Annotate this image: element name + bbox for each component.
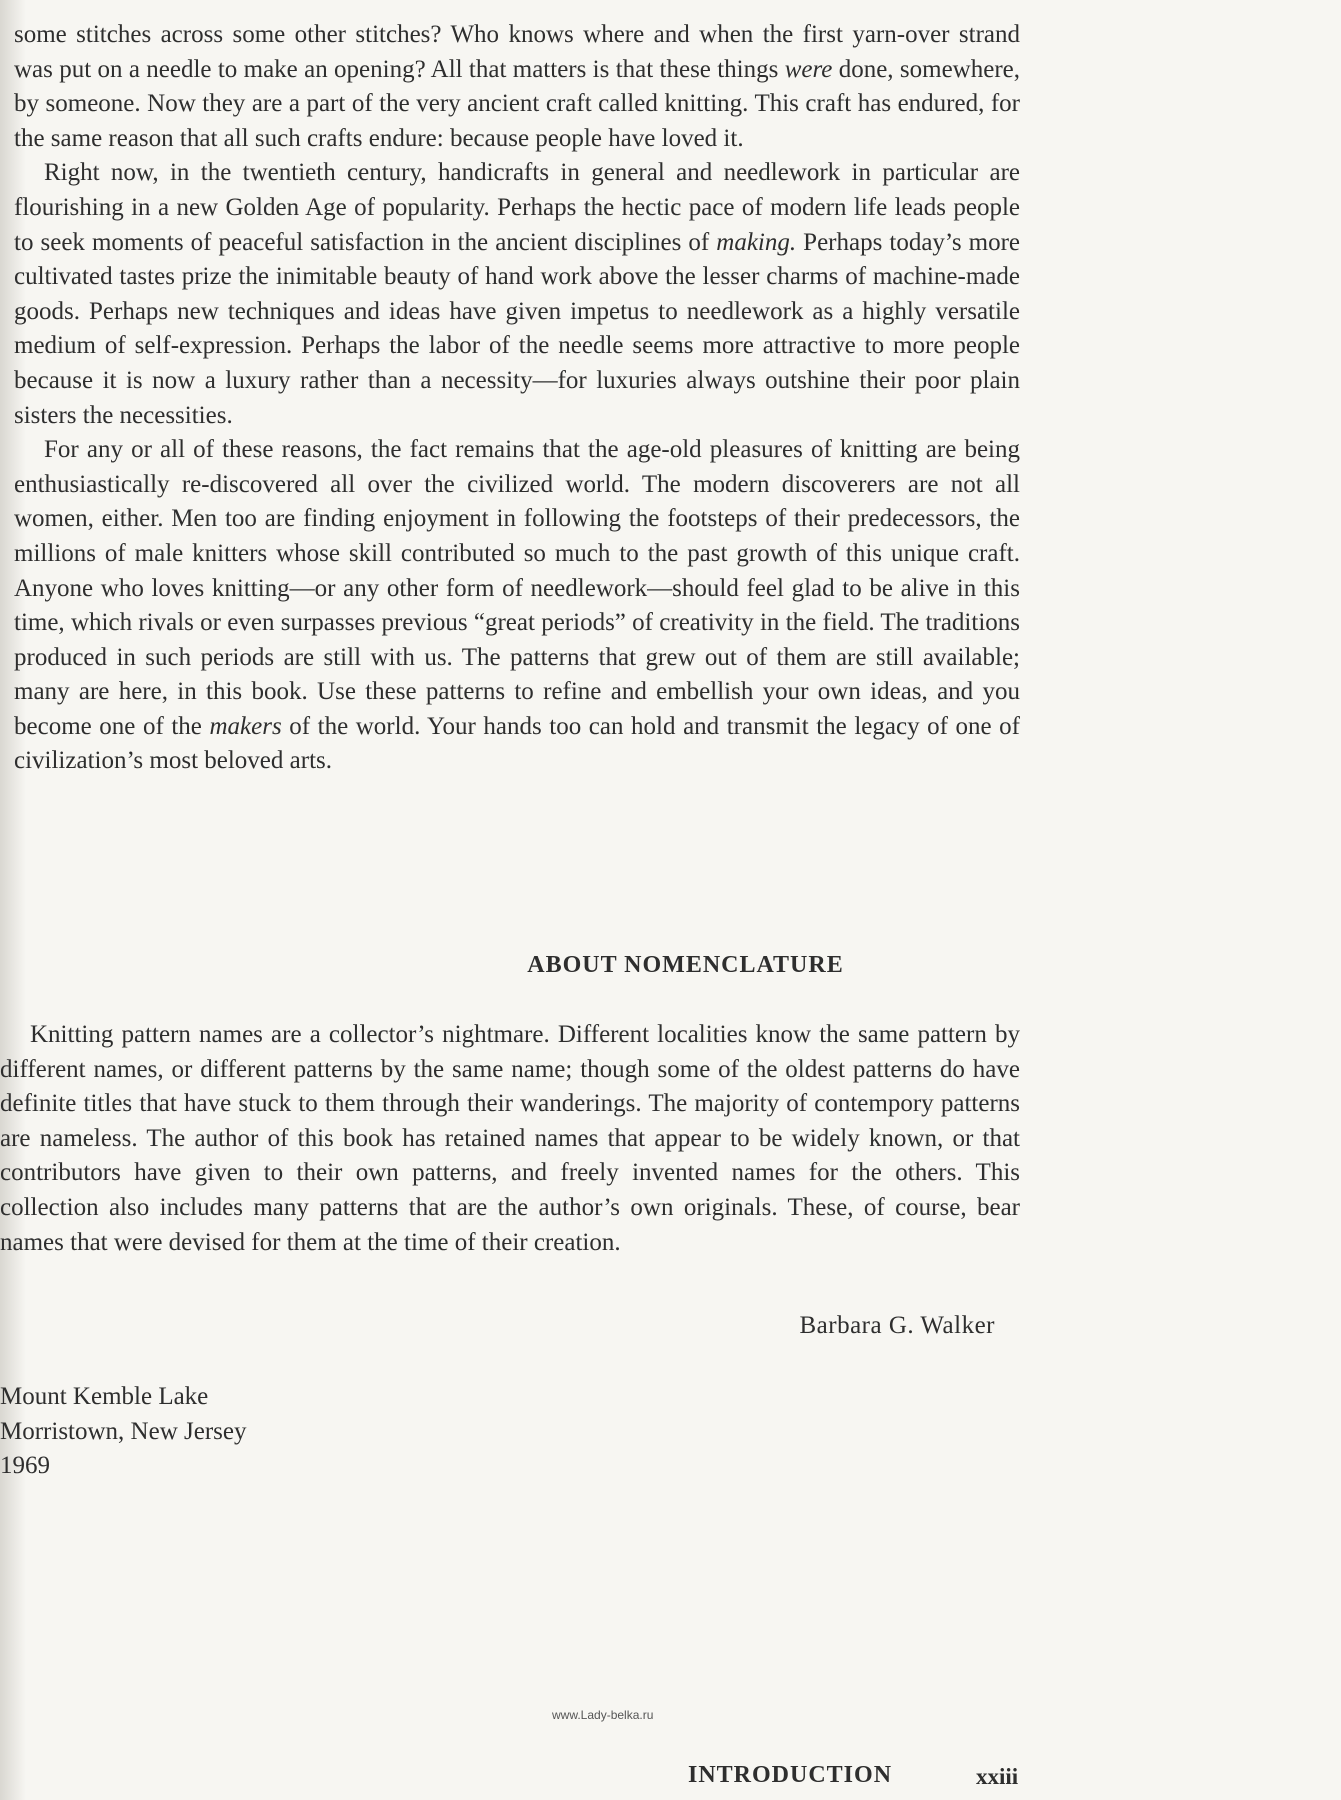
paragraph-3: For any or all of these reasons, the fact remains that the age-old pleasures of knitting are being enthusiastically re-discovered all over the civilized world. The modern discoverers are not all women, either. Men too are finding enjoyment in following the footsteps of their predecessors, the millions of male knitters whose skill contributed so much to the past growth of this unique craft. Anyone who loves knitting—or any other form of needlework—should feel glad to be alive in this time, which rivals or even surpasses previous “great periods” of creativity in the field. The traditions produced in such periods are still with us. The patterns that grew out of them are still available; many are here, in this book. Use these patterns to refine and embellish your own ideas, and you become one of the makers of the world. Your hands too can hold and transmit the legacy of one of civilization’s most beloved arts. — [14, 436, 1021, 775]
introduction-text — [14, 18, 1020, 779]
nomenclature-paragraph: Knitting pattern names are a collector’s nightmare. Different localities know the same pattern by different names, or different patterns by the same name; though some of the oldest patterns do have definite titles that have stuck to them through their wanderings. The majority of contempory patterns are nameless. The author of this book has retained names that appear to be widely known, or that contributors have given to their own patterns, and freely invented names for the others. This collection also includes many patterns that are the author’s own originals. These, of course, bear names that were devised for them at the time of their creation. — [0, 1021, 1020, 1256]
emphasis-making: making. — [716, 228, 797, 256]
section-heading: ABOUT NOMENCLATURE — [527, 952, 844, 978]
page-number: xxiii — [976, 1764, 1019, 1789]
watermark-text: www.Lady-belka.ru — [552, 1708, 654, 1722]
place-line-1: Mount Kemble Lake — [0, 1383, 209, 1410]
paragraph-2: Right now, in the twentieth century, handicrafts in general and needlework in particular are flourishing in a new Golden Age of popularity. Perhaps the hectic pace of modern life leads people to seek moments of peaceful satisfaction in the ancient disciplines of making. Perhaps today’s more cultivated tastes prize the inimitable beauty of hand work above the lesser charms of machine-made goods. Perhaps new techniques and ideas have given impetus to needlework as a highly versatile medium of self-expression. Perhaps the labor of the needle seems more attractive to more people because it is now a luxury rather than a necessity—for luxuries always outshine their poor plain sisters the necessities. — [14, 159, 1021, 429]
emphasis-makers: makers — [209, 712, 282, 740]
emphasis-were: were — [784, 55, 833, 83]
paragraph-1: some stitches across some other stitches? Who knows where and when the first yarn-over strand was put on a needle to make an opening? All that matters is that these things were done, somewhere, by someone. Now they are a part of the very ancient craft called knitting. This craft has endured, for the same reason that all such crafts endure: because people have loved it. — [14, 21, 1020, 152]
place-line-2: Morristown, New Jersey — [0, 1417, 247, 1445]
year: 1969 — [0, 1452, 50, 1480]
place-and-date — [0, 1380, 246, 1484]
running-footer-title: INTRODUCTION — [688, 1762, 893, 1788]
author-signature: Barbara G. Walker — [799, 1312, 995, 1339]
